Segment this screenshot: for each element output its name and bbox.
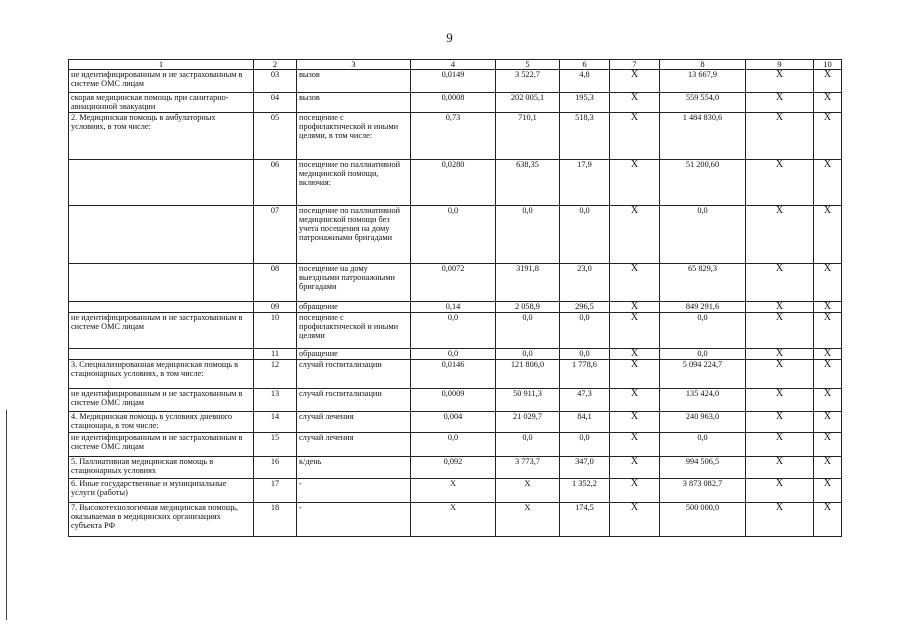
- row-col4: 0,0072: [411, 263, 496, 301]
- row-col10: X: [814, 411, 842, 432]
- row-col4: 0,0: [411, 312, 496, 348]
- row-col9: X: [746, 93, 814, 113]
- row-col5: 202 005,1: [496, 93, 560, 113]
- row-col10: X: [814, 348, 842, 359]
- row-col8: 849 291,6: [660, 301, 746, 312]
- row-col7: X: [610, 93, 660, 113]
- row-col8: 13 667,9: [660, 70, 746, 93]
- page-number: 9: [446, 30, 453, 45]
- row-col9: X: [746, 159, 814, 205]
- row-col7: X: [610, 411, 660, 432]
- row-code: 12: [254, 359, 297, 388]
- row-unit: посещение на дому выездными патронажными бригадами: [297, 263, 411, 301]
- row-col8: 1 484 830,6: [660, 112, 746, 159]
- header-cell-4: 4: [411, 60, 496, 70]
- row-label: 7. Высокотехнологичная медицинская помощь, оказываемая в медицинских организациях субъекта РФ: [69, 502, 254, 536]
- table-row: [69, 70, 842, 93]
- row-code: 17: [254, 478, 297, 502]
- header-cell-6: 6: [560, 60, 610, 70]
- row-col5: X: [496, 478, 560, 502]
- row-code: 07: [254, 205, 297, 263]
- row-col10: X: [814, 93, 842, 113]
- row-col9: X: [746, 432, 814, 456]
- row-unit: посещение с профилактической и иными целями, в том числе:: [297, 112, 411, 159]
- row-col8: 500 000,0: [660, 502, 746, 536]
- row-col10: X: [814, 70, 842, 93]
- row-col9: X: [746, 263, 814, 301]
- table-row: [69, 478, 842, 502]
- row-code: 15: [254, 432, 297, 456]
- row-col5: X: [496, 502, 560, 536]
- row-col8: 3 873 082,7: [660, 478, 746, 502]
- row-col8: 0,0: [660, 205, 746, 263]
- row-col6: 84,1: [560, 411, 610, 432]
- row-col9: X: [746, 478, 814, 502]
- row-col8: 0,0: [660, 432, 746, 456]
- row-col6: 0,0: [560, 205, 610, 263]
- row-unit: обращение: [297, 301, 411, 312]
- row-col8: 0,0: [660, 312, 746, 348]
- row-col4: 0,0: [411, 348, 496, 359]
- row-col9: X: [746, 312, 814, 348]
- row-col10: X: [814, 159, 842, 205]
- row-col4: 0,0149: [411, 70, 496, 93]
- row-col5: 121 806,0: [496, 359, 560, 388]
- row-col5: 21 029,7: [496, 411, 560, 432]
- row-col9: X: [746, 205, 814, 263]
- row-col9: X: [746, 301, 814, 312]
- row-label: не идентифицированным и не застрахованным в системе ОМС лицам: [69, 388, 254, 411]
- row-col7: X: [610, 359, 660, 388]
- row-col5: 710,1: [496, 112, 560, 159]
- row-col4: 0,0: [411, 205, 496, 263]
- row-label: 6. Иные государственные и муниципальные услуги (работы): [69, 478, 254, 502]
- row-col9: X: [746, 388, 814, 411]
- header-cell-7: 7: [610, 60, 660, 70]
- row-col10: X: [814, 359, 842, 388]
- row-label: 5. Паллиативная медицинская помощь в стационарных условиях: [69, 456, 254, 478]
- row-col6: 174,5: [560, 502, 610, 536]
- row-unit: обращение: [297, 348, 411, 359]
- row-col10: X: [814, 205, 842, 263]
- row-col6: 4,8: [560, 70, 610, 93]
- row-unit: вызов: [297, 93, 411, 113]
- header-cell-10: 10: [814, 60, 842, 70]
- table-row: [69, 348, 842, 359]
- row-col4: 0,092: [411, 456, 496, 478]
- row-code: 10: [254, 312, 297, 348]
- row-unit: посещение с профилактической и иными целями: [297, 312, 411, 348]
- row-col10: X: [814, 456, 842, 478]
- row-col10: X: [814, 263, 842, 301]
- row-label: не идентифицированным и не застрахованным в системе ОМС лицам: [69, 432, 254, 456]
- row-col7: X: [610, 205, 660, 263]
- row-label: [69, 205, 254, 263]
- row-unit: случай госпитализации: [297, 388, 411, 411]
- row-col7: X: [610, 456, 660, 478]
- table-row: [69, 301, 842, 312]
- row-col7: X: [610, 263, 660, 301]
- row-unit: -: [297, 502, 411, 536]
- row-unit: -: [297, 478, 411, 502]
- row-col7: X: [610, 70, 660, 93]
- row-col6: 0,0: [560, 432, 610, 456]
- row-col7: X: [610, 312, 660, 348]
- row-label: 4. Медицинская помощь в условиях дневного стационара, в том числе:: [69, 411, 254, 432]
- row-code: 05: [254, 112, 297, 159]
- row-col5: 3 773,7: [496, 456, 560, 478]
- row-col4: 0,0009: [411, 388, 496, 411]
- row-label: [69, 263, 254, 301]
- row-col6: 1 778,6: [560, 359, 610, 388]
- row-label: 2. Медицинская помощь в амбулаторных условиях, в том числе:: [69, 112, 254, 159]
- header-cell-2: 2: [254, 60, 297, 70]
- table-row: [69, 112, 842, 159]
- row-col6: 518,3: [560, 112, 610, 159]
- row-col10: X: [814, 301, 842, 312]
- header-cell-9: 9: [746, 60, 814, 70]
- row-col4: 0,0280: [411, 159, 496, 205]
- row-code: 18: [254, 502, 297, 536]
- row-col9: X: [746, 456, 814, 478]
- row-col6: 17,9: [560, 159, 610, 205]
- row-col6: 296,5: [560, 301, 610, 312]
- row-label: [69, 159, 254, 205]
- row-unit: случай госпитализации: [297, 359, 411, 388]
- row-code: 11: [254, 348, 297, 359]
- row-unit: вызов: [297, 70, 411, 93]
- row-col6: 0,0: [560, 348, 610, 359]
- row-col9: X: [746, 502, 814, 536]
- row-col8: 51 200,60: [660, 159, 746, 205]
- row-col4: 0,004: [411, 411, 496, 432]
- row-col10: X: [814, 312, 842, 348]
- row-col7: X: [610, 478, 660, 502]
- header-cell-1: 1: [69, 60, 254, 70]
- table-row: [69, 312, 842, 348]
- row-col7: X: [610, 348, 660, 359]
- row-label: не идентифицированным и не застрахованным в системе ОМС лицам: [69, 312, 254, 348]
- row-code: 09: [254, 301, 297, 312]
- row-col5: 0,0: [496, 205, 560, 263]
- table-row: [69, 388, 842, 411]
- row-col7: X: [610, 432, 660, 456]
- row-col8: 5 094 224,7: [660, 359, 746, 388]
- header-row: [69, 60, 842, 70]
- row-col10: X: [814, 502, 842, 536]
- row-col10: X: [814, 478, 842, 502]
- header-cell-8: 8: [660, 60, 746, 70]
- row-col5: 3191,8: [496, 263, 560, 301]
- row-col5: 3 522,7: [496, 70, 560, 93]
- table-row: [69, 359, 842, 388]
- row-col8: 65 829,3: [660, 263, 746, 301]
- row-code: 03: [254, 70, 297, 93]
- row-col6: 23,0: [560, 263, 610, 301]
- row-label: 3. Специализированная медицинская помощь в стационарных условиях, в том числе:: [69, 359, 254, 388]
- row-col8: 994 506,5: [660, 456, 746, 478]
- row-col9: X: [746, 348, 814, 359]
- row-code: 06: [254, 159, 297, 205]
- row-unit: посещение по паллиативной медицинской помощи без учета посещения на дому патронажными бригадами: [297, 205, 411, 263]
- row-col5: 0,0: [496, 348, 560, 359]
- row-col10: X: [814, 388, 842, 411]
- row-col8: 240 963,0: [660, 411, 746, 432]
- row-col8: 559 554,0: [660, 93, 746, 113]
- header-cell-3: 3: [297, 60, 411, 70]
- row-col4: 0,0008: [411, 93, 496, 113]
- row-col4: X: [411, 478, 496, 502]
- row-col7: X: [610, 301, 660, 312]
- row-col7: X: [610, 388, 660, 411]
- header-cell-5: 5: [496, 60, 560, 70]
- row-col5: 0,0: [496, 312, 560, 348]
- row-col9: X: [746, 411, 814, 432]
- table-row: [69, 205, 842, 263]
- table-row: [69, 263, 842, 301]
- row-col7: X: [610, 112, 660, 159]
- row-col5: 2 058,9: [496, 301, 560, 312]
- row-col6: 47,3: [560, 388, 610, 411]
- row-col4: 0,14: [411, 301, 496, 312]
- row-col8: 135 424,0: [660, 388, 746, 411]
- row-col5: 50 911,3: [496, 388, 560, 411]
- row-code: 14: [254, 411, 297, 432]
- row-col6: 1 352,2: [560, 478, 610, 502]
- row-col7: X: [610, 502, 660, 536]
- row-col5: 638,35: [496, 159, 560, 205]
- row-col6: 195,3: [560, 93, 610, 113]
- row-col10: X: [814, 432, 842, 456]
- table-body: [69, 60, 842, 537]
- table-row: [69, 411, 842, 432]
- table-row: [69, 432, 842, 456]
- table-row: [69, 93, 842, 113]
- row-code: 04: [254, 93, 297, 113]
- row-col10: X: [814, 112, 842, 159]
- row-col9: X: [746, 112, 814, 159]
- row-label: не идентифицированным и не застрахованным в системе ОМС лицам: [69, 70, 254, 93]
- data-table: [68, 59, 842, 537]
- row-code: 08: [254, 263, 297, 301]
- row-unit: случай лечения: [297, 432, 411, 456]
- row-col4: 0,73: [411, 112, 496, 159]
- row-unit: к/день: [297, 456, 411, 478]
- row-label: [69, 348, 254, 359]
- row-col4: 0,0146: [411, 359, 496, 388]
- row-col6: 0,0: [560, 312, 610, 348]
- row-unit: посещение по паллиативной медицинской помощи, включая:: [297, 159, 411, 205]
- row-label: [69, 301, 254, 312]
- row-unit: случай лечения: [297, 411, 411, 432]
- table-row: [69, 456, 842, 478]
- row-col9: X: [746, 70, 814, 93]
- row-code: 16: [254, 456, 297, 478]
- table-row: [69, 502, 842, 536]
- left-margin-line: [6, 410, 7, 620]
- row-col8: 0,0: [660, 348, 746, 359]
- row-code: 13: [254, 388, 297, 411]
- row-col9: X: [746, 359, 814, 388]
- row-label: скорая медицинская помощь при санитарно-авиационной эвакуации: [69, 93, 254, 113]
- row-col7: X: [610, 159, 660, 205]
- row-col5: 0,0: [496, 432, 560, 456]
- table-row: [69, 159, 842, 205]
- row-col4: X: [411, 502, 496, 536]
- row-col6: 347,0: [560, 456, 610, 478]
- row-col4: 0,0: [411, 432, 496, 456]
